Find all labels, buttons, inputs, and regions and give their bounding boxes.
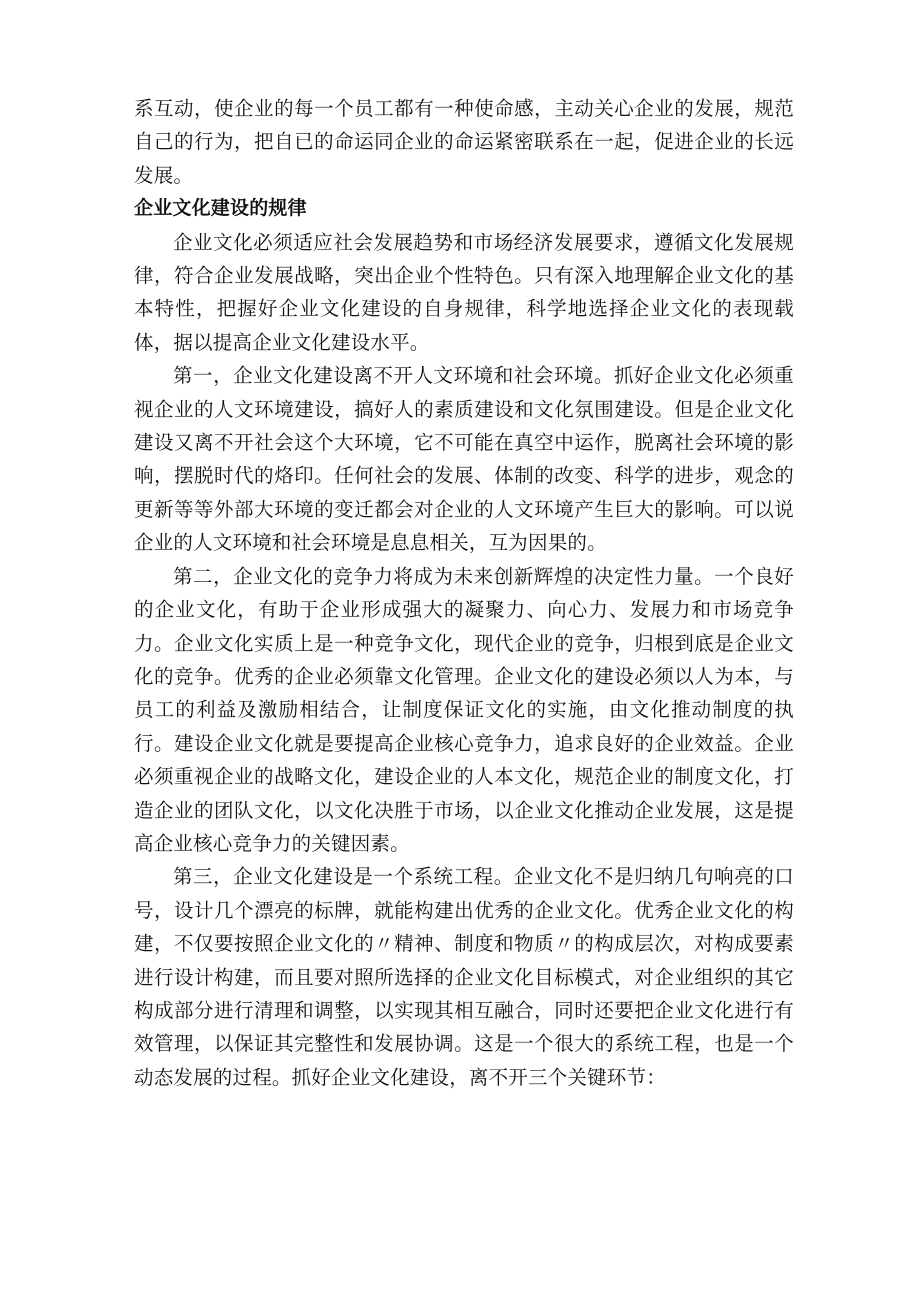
paragraph-intro: 企业文化必须适应社会发展趋势和市场经济发展要求，遵循文化发展规律，符合企业发展战略，突出企业个性特色。只有深入地理解企业文化的基本特性，把握好企业文化建设的自身规律，科学地选择企业文化的表现载体，据以提高企业文化建设水平。 [134, 230, 794, 354]
paragraph-third: 第三，企业文化建设是一个系统工程。企业文化不是归纳几句响亮的口号，设计几个漂亮的标牌，就能构建出优秀的企业文化。优秀企业文化的构建，不仅要按照企业文化的〃精神、制度和物质〃的构成层次，对构成要素进行设计构建，而且要对照所选择的企业文化目标模式，对企业组织的其它构成部分进行清理和调整，以实现其相互融合，同时还要把企业文化进行有效管理，以保证其完整性和发展协调。这是一个很大的系统工程，也是一个动态发展的过程。抓好企业文化建设，离不开三个关键环节： [134, 865, 794, 1089]
section-heading: 企业文化建设的规律 [134, 197, 307, 220]
paragraph-second: 第二，企业文化的竞争力将成为未来创新辉煌的决定性力量。一个良好的企业文化，有助于企业形成强大的凝聚力、向心力、发展力和市场竞争力。企业文化实质上是一种竞争文化，现代企业的竞争，归根到底是企业文化的竞争。优秀的企业必须靠文化管理。企业文化的建设必须以人为本，与员工的利益及激励相结合，让制度保证文化的实施，由文化推动制度的执行。建设企业文化就是要提高企业核心竞争力，追求良好的企业效益。企业必须重视企业的战略文化，建设企业的人本文化，规范企业的制度文化，打造企业的团队文化，以文化决胜于市场，以企业文化推动企业发展，这是提高企业核心竞争力的关键因素。 [134, 564, 794, 855]
document-body [134, 92, 794, 1094]
paragraph-first: 第一，企业文化建设离不开人文环境和社会环境。抓好企业文化必须重视企业的人文环境建设，搞好人的素质建设和文化氛围建设。但是企业文化建设又离不开社会这个大环境，它不可能在真空中运作，脱离社会环境的影响，摆脱时代的烙印。任何社会的发展、体制的改变、科学的进步，观念的更新等等外部大环境的变迁都会对企业的人文环境产生巨大的影响。可以说企业的人文环境和社会环境是息息相关，互为因果的。 [134, 364, 794, 555]
paragraph-continuation: 系互动，使企业的每一个员工都有一种使命感，主动关心企业的发展，规范自己的行为，把自已的命运同企业的命运紧密联系在一起，促进企业的长远发展。 [134, 97, 794, 187]
